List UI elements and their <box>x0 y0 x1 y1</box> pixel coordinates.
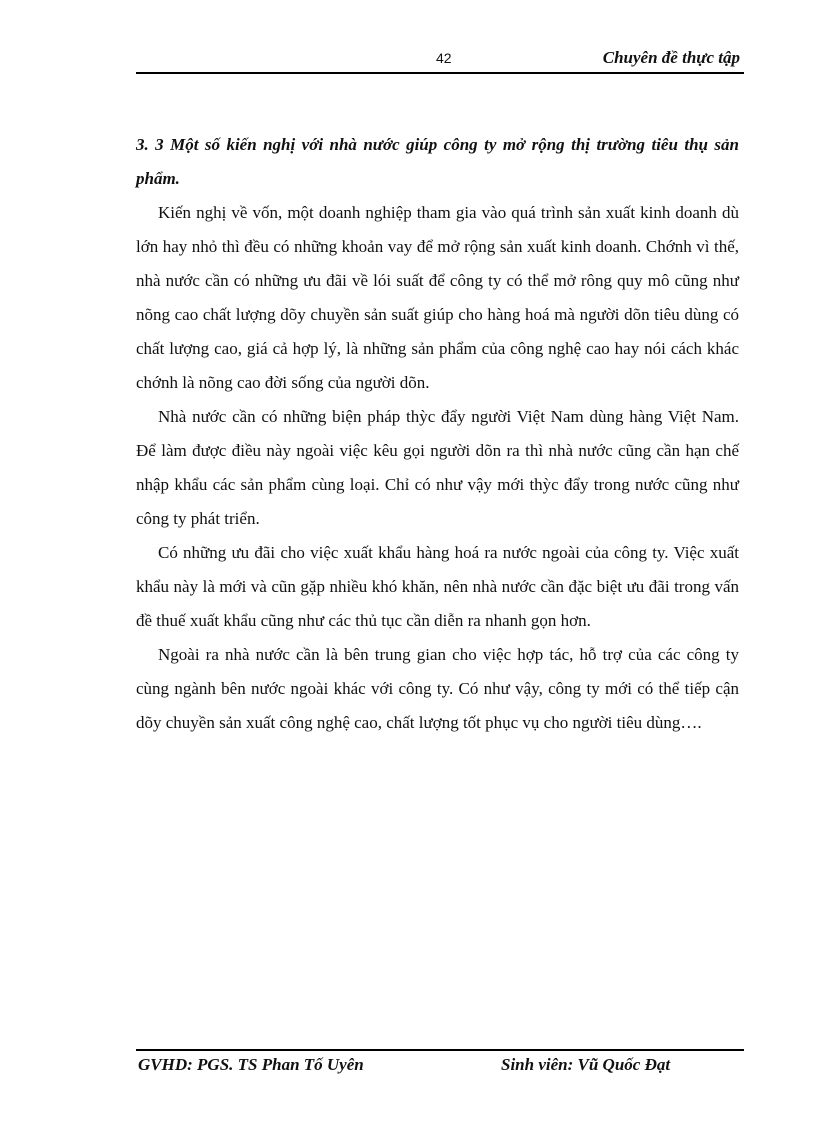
student-name: Sinh viên: Vũ Quốc Đạt <box>501 1055 671 1074</box>
page-header <box>136 48 742 72</box>
page-number: 42 <box>436 50 452 66</box>
document-type: Chuyên đề thực tập <box>602 48 740 67</box>
paragraph: Có những ưu đãi cho việc xuất khẩu hàng hoá ra nước ngoài của công ty. Việc xuất khẩu này là mới và cũn gặp nhiều khó khăn, nên nhà nước cần đặc biệt ưu đãi trong vấn đề thuế xuất khẩu cũng như các thủ tục cần diễn ra nhanh gọn hơn. <box>136 543 739 630</box>
page-body <box>136 128 739 740</box>
paragraph: Ngoài ra nhà nước cần là bên trung gian cho việc hợp tác, hỗ trợ của các công ty cùng ngành bên nước ngoài khác với công ty. Có như vậy, công ty mới có thể tiếp cận dõy chuyền sản xuất công nghệ cao, chất lượng tốt phục vụ cho người tiêu dùng…. <box>136 645 739 732</box>
paragraph: Nhà nước cần có những biện pháp thỳc đẩy người Việt Nam dùng hàng Việt Nam. Để làm được điều này ngoài việc kêu gọi người dõn ra thì nhà nước cũng cần hạn chế nhập khẩu các sản phẩm cùng loại. Chỉ có như vậy mới thỳc đẩy trong nước cũng như công ty phát triển. <box>136 407 739 528</box>
section-title: 3. 3 Một số kiến nghị với nhà nước giúp công ty mở rộng thị trường tiêu thụ sản phẩm. <box>136 135 739 188</box>
footer-rule <box>136 1049 744 1051</box>
header-rule <box>136 72 744 74</box>
page-footer <box>136 1055 744 1079</box>
advisor-name: GVHD: PGS. TS Phan Tố Uyên <box>138 1055 364 1074</box>
paragraph: Kiến nghị về vốn, một doanh nghiệp tham gia vào quá trình sản xuất kinh doanh dù lớn hay nhỏ thì đều có những khoản vay để mở rộng sản xuất kinh doanh. Chớnh vì thế, nhà nước cần có những ưu đãi về lói suất để công ty có thể mở rông quy mô cũng như nõng cao chất lượng dõy chuyền sản suất giúp cho hàng hoá mà người dõn tiêu dùng có chất lượng cao, giá cả hợp lý, là những sản phẩm của công nghệ cao hay nói cách khác chớnh là nõng cao đời sống của người dõn. <box>136 203 739 392</box>
